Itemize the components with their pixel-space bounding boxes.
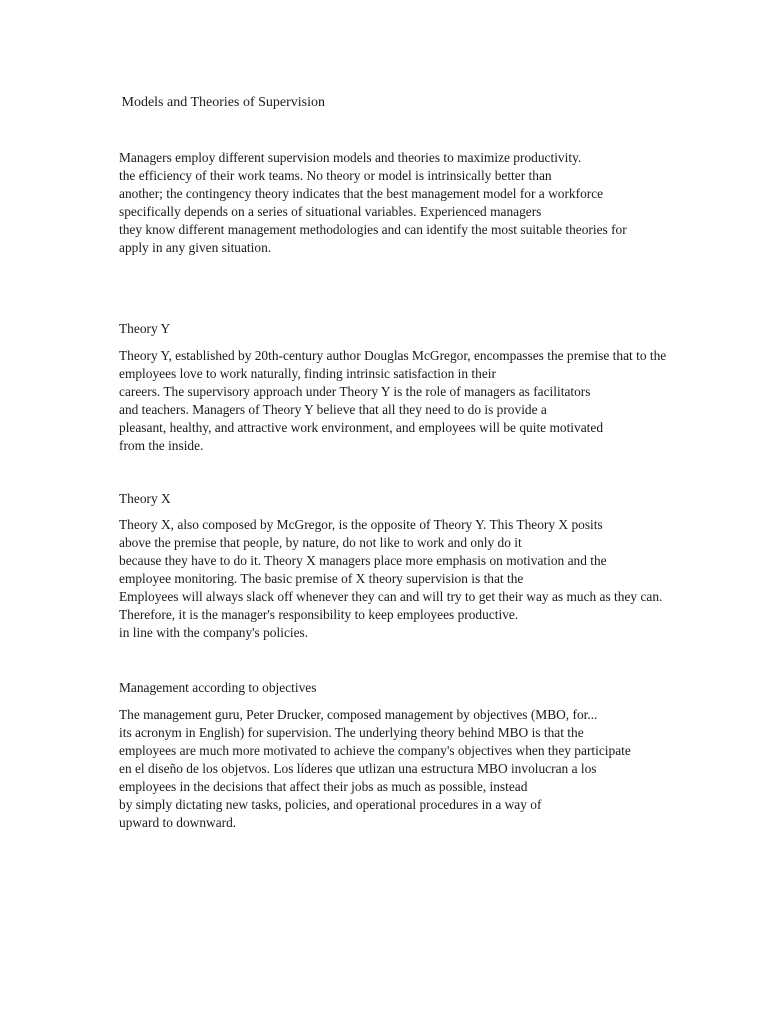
paragraph-line: employees are much more motivated to achieve the company's objectives when they participate	[119, 743, 631, 758]
section-heading: Management according to objectives	[119, 680, 317, 695]
paragraph-line: employees love to work naturally, finding intrinsic satisfaction in their	[119, 366, 496, 381]
section-heading: Theory X	[119, 491, 171, 506]
document-title: Models and Theories of Supervision	[118, 95, 325, 110]
paragraph-line: Theory X, also composed by McGregor, is the opposite of Theory Y. This Theory X posits	[119, 517, 603, 532]
paragraph-line: Theory Y, established by 20th-century author Douglas McGregor, encompasses the premise that to the	[119, 348, 667, 363]
section-heading-theory-y	[119, 320, 759, 338]
paragraph-line: from the inside.	[119, 438, 204, 453]
paragraph-line: in line with the company's policies.	[119, 625, 309, 640]
paragraph-line: upward to downward.	[119, 815, 237, 830]
section-paragraph-theory-x	[119, 516, 759, 642]
intro-line: the efficiency of their work teams. No theory or model is intrinsically better than	[119, 168, 552, 183]
intro-line: Managers employ different supervision models and theories to maximize productivity.	[119, 150, 582, 165]
paragraph-line: above the premise that people, by nature, do not like to work and only do it	[119, 535, 522, 550]
paragraph-line: careers. The supervisory approach under Theory Y is the role of managers as facilitators	[119, 384, 591, 399]
section-heading-theory-x	[119, 490, 759, 508]
paragraph-line: by simply dictating new tasks, policies, and operational procedures in a way of	[119, 797, 542, 812]
section-heading-mbo	[119, 679, 759, 697]
paragraph-line: pleasant, healthy, and attractive work environment, and employees will be quite motivated	[119, 420, 604, 435]
paragraph-line: Employees will always slack off whenever they can and will try to get their way as much as they can.	[119, 589, 663, 604]
paragraph-line: The management guru, Peter Drucker, composed management by objectives (MBO, for...	[119, 707, 598, 722]
intro-line: another; the contingency theory indicates that the best management model for a workforce	[119, 186, 604, 201]
paragraph-line: en el diseño de los objetvos. Los líderes que utlizan una estructura MBO involucran a los	[119, 761, 597, 776]
intro-line: they know different management methodologies and can identify the most suitable theories for	[119, 222, 627, 237]
paragraph-line: employee monitoring. The basic premise of X theory supervision is that the	[119, 571, 524, 586]
paragraph-line: its acronym in English) for supervision. The underlying theory behind MBO is that the	[119, 725, 584, 740]
section-paragraph-theory-y	[119, 347, 759, 455]
paragraph-line: employees in the decisions that affect their jobs as much as possible, instead	[119, 779, 528, 794]
section-heading: Theory Y	[119, 321, 171, 336]
section-paragraph-mbo	[119, 706, 759, 832]
intro-paragraph	[119, 149, 759, 257]
paragraph-line: because they have to do it. Theory X managers place more emphasis on motivation and the	[119, 553, 607, 568]
paragraph-line: Therefore, it is the manager's responsibility to keep employees productive.	[119, 607, 519, 622]
paragraph-line: and teachers. Managers of Theory Y believe that all they need to do is provide a	[119, 402, 547, 417]
intro-line: apply in any given situation.	[119, 240, 272, 255]
intro-line: specifically depends on a series of situational variables. Experienced managers	[119, 204, 542, 219]
